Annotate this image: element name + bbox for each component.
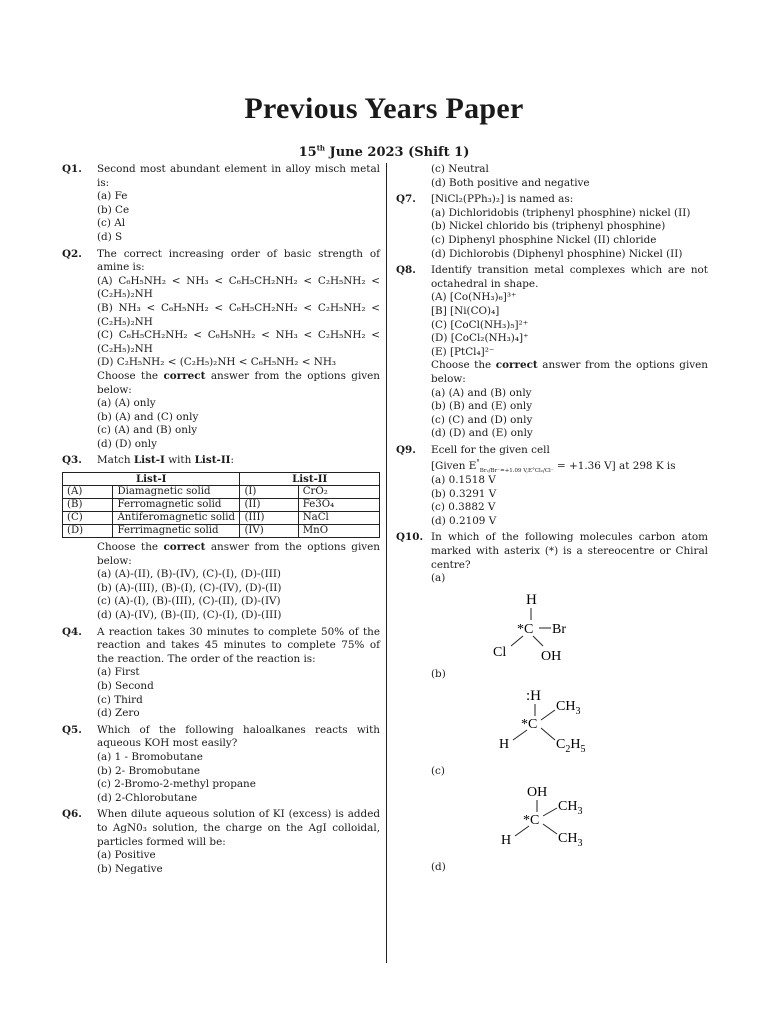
statement: [B] [Ni(CO)₄] <box>431 304 500 317</box>
option: (c) (C) and (D) only <box>431 413 533 426</box>
question-10: Q10. In which of the following molecules carbon atom marked with asterix (*) is a stereocentre or Chiral centre? (a) H *C Br Cl OH (b) :H *C $CH_3$ $C_2H_5$ H (c) OH *C $CH_3$ $CH_3$ H (d) <box>396 531 708 873</box>
structure-a <box>471 590 708 667</box>
option: (c) 2-Bromo-2-methyl propane <box>97 778 256 791</box>
question-4: Q4. A reaction takes 30 minutes to complete 50% of the reaction and takes 45 minutes to complete 75% of the reaction. The order of the reaction is: (a) First (b) Second (c) Third (d) Zero <box>62 625 380 720</box>
exam-date: 15th June 2023 (Shift 1) <box>298 143 470 160</box>
atom-label: OH <box>541 648 562 662</box>
option: (c) Third <box>97 693 143 706</box>
atom-label: $CH_3$ <box>558 831 583 850</box>
statement: (D) C₂H₅NH₂ < (C₂H₅)₂NH < C₆H₅NH₂ < NH₃ <box>97 356 337 369</box>
question-text: Which of the following haloalkanes reacts with aqueous KOH most easily? <box>97 723 380 750</box>
question-6-continued <box>396 163 708 190</box>
question-text: The correct increasing order of basic strength of amine is: <box>97 247 380 274</box>
atom-label: H <box>499 737 510 752</box>
question-text: A reaction takes 30 minutes to complete 50% of the reaction and takes 45 minutes to complete 75% of the reaction. The order of the reaction is: <box>97 625 380 665</box>
option: (d) S <box>97 230 123 243</box>
question-text: Match List-I with List-II: <box>97 454 235 467</box>
option-label: (d) <box>431 860 446 873</box>
atom-label: Cl <box>493 644 507 660</box>
table-row: (D) Ferrimagnetic solid (IV) MnO <box>63 525 380 538</box>
question-text: In which of the following molecules carbon atom marked with asterix (*) is a stereocentre or Chiral centre? <box>431 531 708 571</box>
option-label: (c) <box>431 764 445 777</box>
option: (b) (A) and (C) only <box>97 410 199 423</box>
atom-label: $C_2H_5$ <box>556 737 586 755</box>
table-row: (C) Antiferomagnetic solid (III) NaCl <box>63 512 380 525</box>
structure-c <box>471 782 708 859</box>
option-label: (b) <box>431 668 446 681</box>
option: (d) Dichlorobis (Diphenyl phosphine) Nickel (II) <box>431 247 683 260</box>
option: (a) 1 - Bromobutane <box>97 750 203 763</box>
table-header: List-II <box>240 473 380 486</box>
table-header: List-I <box>63 473 240 486</box>
statement: (A) [Co(NH₃)₆]³⁺ <box>431 291 517 304</box>
instruction: Choose the correct answer from the options given below: <box>97 541 380 567</box>
atom-label: *C <box>517 621 534 637</box>
table-row: (A) Diamagnetic solid (I) CrO₂ <box>63 486 380 499</box>
left-column <box>62 163 380 879</box>
option-label: (a) <box>431 572 446 585</box>
option: (d) (D) only <box>97 437 157 450</box>
question-9: Q9. Ecell for the given cell [Given $E^\circ_{Br_2/Br^-=+1.09 V,E^\circ Cl_2/Cl^-} = +1.36$ V] at 298 K is (a) 0.1518 V (b) 0.3291 V (c) 0.3882 V (d) 0.2109 V <box>396 444 708 529</box>
question-text: [NiCl₂(PPh₃)₂] is named as: <box>431 193 574 206</box>
option: (b) 0.3291 V <box>431 487 497 500</box>
question-1: Q1. Second most abundant element in alloy misch metal is: (a) Fe (b) Ce (c) Al (d) S <box>62 163 380 243</box>
option: (a) 0.1518 V <box>431 474 496 487</box>
option: (a) First <box>97 666 140 679</box>
question-2: Q2. The correct increasing order of basic strength of amine is: (A) C₆H₅NH₂ < NH₃ < C₆H₅CH₂NH₂ < C₂H₅NH₂ < (C₂H₅)₂NH (B) NH₃ < C₆H₅NH₂ < C₆H₅CH₂NH₂ < C₂H₅NH₂ < (C₂H₅)₂NH (C) C₆H₅CH₂NH₂ < C₆H₅NH₂ < NH₃ < C₂H₅NH₂ < (C₂H₅)₂NH (D) C₂H₅NH₂ < (C₂H₅)₂NH < C₆H₅NH₂ < NH₃ Choose the correct answer from the options given below: (a) (A) only (b) (A) and (C) only (c) (A) and (B) only (d) (D) only <box>62 247 380 450</box>
atom-label: *C <box>523 813 540 829</box>
statement: (C) [CoCl(NH₃)₅]²⁺ <box>431 318 529 331</box>
question-3: Q3. Match List-I with List-II: List-I List-II (A) Diamagnetic solid (I) CrO₂ (B) Ferromagnetic solid (II) Fe3O₄ (C) Antiferomagnetic solid (III) NaCl (D) Ferrimagnetic solid (IV) MnO Choose the correct answer from the options given below: (a) (A)-(II), (B)-(IV), (C)-(I), (D)-(III) (b) (A)-(III), (B)-(I), (C)-(IV), (D)-(II) (c) (A)-(I), (B)-(III), (C)-(II), (D)-(IV) (d) (A)-(IV), (B)-(II), (C)-(I), (D)-(III) <box>62 454 380 622</box>
instruction: Choose the correct answer from the options given below: <box>97 369 380 396</box>
option: (b) (A)-(III), (B)-(I), (C)-(IV), (D)-(II) <box>97 581 282 594</box>
right-column <box>396 163 708 877</box>
match-table <box>62 472 380 538</box>
statement: (A) C₆H₅NH₂ < NH₃ < C₆H₅CH₂NH₂ < C₂H₅NH₂ < (C₂H₅)₂NH <box>97 274 380 301</box>
option: (c) Al <box>97 217 126 230</box>
option: (a) Positive <box>97 849 156 862</box>
atom-label: H <box>526 591 537 608</box>
table-row: (B) Ferromagnetic solid (II) Fe3O₄ <box>63 499 380 512</box>
question-text: Ecell for the given cell <box>431 443 550 456</box>
option: (b) Nickel chlorido bis (triphenyl phosphine) <box>431 220 666 233</box>
question-6: Q6. When dilute aqueous solution of KI (excess) is added to AgN0₃ solution, the charge on the AgI colloidal, particles formed will be: (a) Positive (b) Negative <box>62 808 380 875</box>
atom-label: Br <box>552 621 566 637</box>
option: (a) Fe <box>97 190 128 203</box>
option: (a) (A) only <box>97 397 156 410</box>
question-text: Identify transition metal complexes which are not octahedral in shape. <box>431 264 708 290</box>
option: (c) (A)-(I), (B)-(III), (C)-(II), (D)-(IV) <box>97 595 281 608</box>
option: (b) Negative <box>97 862 163 875</box>
atom-label: *C <box>521 717 538 732</box>
atom-label: $CH_3$ <box>556 699 581 717</box>
option: (a) (A)-(II), (B)-(IV), (C)-(I), (D)-(III) <box>97 568 281 581</box>
option: (d) Both positive and negative <box>431 176 590 189</box>
option: (b) Ce <box>97 203 130 216</box>
statement: (B) NH₃ < C₆H₅NH₂ < C₆H₅CH₂NH₂ < C₂H₅NH₂ < (C₂H₅)₂NH <box>97 301 380 328</box>
option: (c) 0.3882 V <box>431 501 496 514</box>
page-title: Previous Years Paper <box>244 92 524 125</box>
option: (d) (D) and (E) only <box>431 427 533 440</box>
question-7: Q7. [NiCl₂(PPh₃)₂] is named as: (a) Dichloridobis (triphenyl phosphine) nickel (II) (b) Nickel chlorido bis (triphenyl phosphine) (c) Diphenyl phosphine Nickel (II) chloride (d) Dichlorobis (Diphenyl phosphine) Nickel (II) <box>396 193 708 261</box>
question-text: When dilute aqueous solution of KI (excess) is added to AgN0₃ solution, the charge on the AgI colloidal, particles formed will be: <box>97 808 380 848</box>
option: (b) (B) and (E) only <box>431 400 533 413</box>
atom-label: OH <box>527 785 548 801</box>
option: (b) Second <box>97 680 154 692</box>
option: (d) 2-Chlorobutane <box>97 791 198 804</box>
structure-b <box>471 686 708 763</box>
option: (a) (A) and (B) only <box>431 386 532 399</box>
option: (d) (A)-(IV), (B)-(II), (C)-(I), (D)-(III) <box>97 609 282 622</box>
option: (c) (A) and (B) only <box>97 424 198 437</box>
option: (c) Neutral <box>431 163 489 175</box>
option: (a) Dichloridobis (triphenyl phosphine) nickel (II) <box>431 206 691 219</box>
atom-label: H <box>501 833 512 849</box>
option: (c) Diphenyl phosphine Nickel (II) chloride <box>431 233 657 246</box>
statement: (D) [CoCl₂(NH₃)₄]⁺ <box>431 332 529 345</box>
option: (b) 2- Bromobutane <box>97 764 201 777</box>
atom-label: $CH_3$ <box>558 799 583 818</box>
option: (d) 0.2109 V <box>431 514 497 527</box>
given-data: [Given $E^\circ_{Br_2/Br^-=+1.09 V,E^\circ Cl_2/Cl^-} = +1.36$ V] at 298 K is <box>431 459 676 475</box>
question-8: Q8. Identify transition metal complexes which are not octahedral in shape. (A) [Co(NH₃)₆]³⁺ [B] [Ni(CO)₄] (C) [CoCl(NH₃)₅]²⁺ (D) [CoCl₂(NH₃)₄]⁺ (E) [PtCl₄]²⁻ Choose the correct answer from the options given below: (a) (A) and (B) only (b) (B) and (E) only (c) (C) and (D) only (d) (D) and (E) only <box>396 264 708 440</box>
column-divider <box>386 163 387 963</box>
question-5: Q5. Which of the following haloalkanes reacts with aqueous KOH most easily? (a) 1 - Bromobutane (b) 2- Bromobutane (c) 2-Bromo-2-methyl propane (d) 2-Chlorobutane <box>62 723 380 804</box>
option: (d) Zero <box>97 707 140 720</box>
statement: (C) C₆H₅CH₂NH₂ < C₆H₅NH₂ < NH₃ < C₂H₅NH₂ < (C₂H₅)₂NH <box>97 329 380 355</box>
atom-label: :H <box>526 688 541 704</box>
instruction: Choose the correct answer from the options given below: <box>431 359 708 385</box>
statement: (E) [PtCl₄]²⁻ <box>431 345 495 358</box>
question-text: Second most abundant element in alloy misch metal is: <box>97 163 380 189</box>
